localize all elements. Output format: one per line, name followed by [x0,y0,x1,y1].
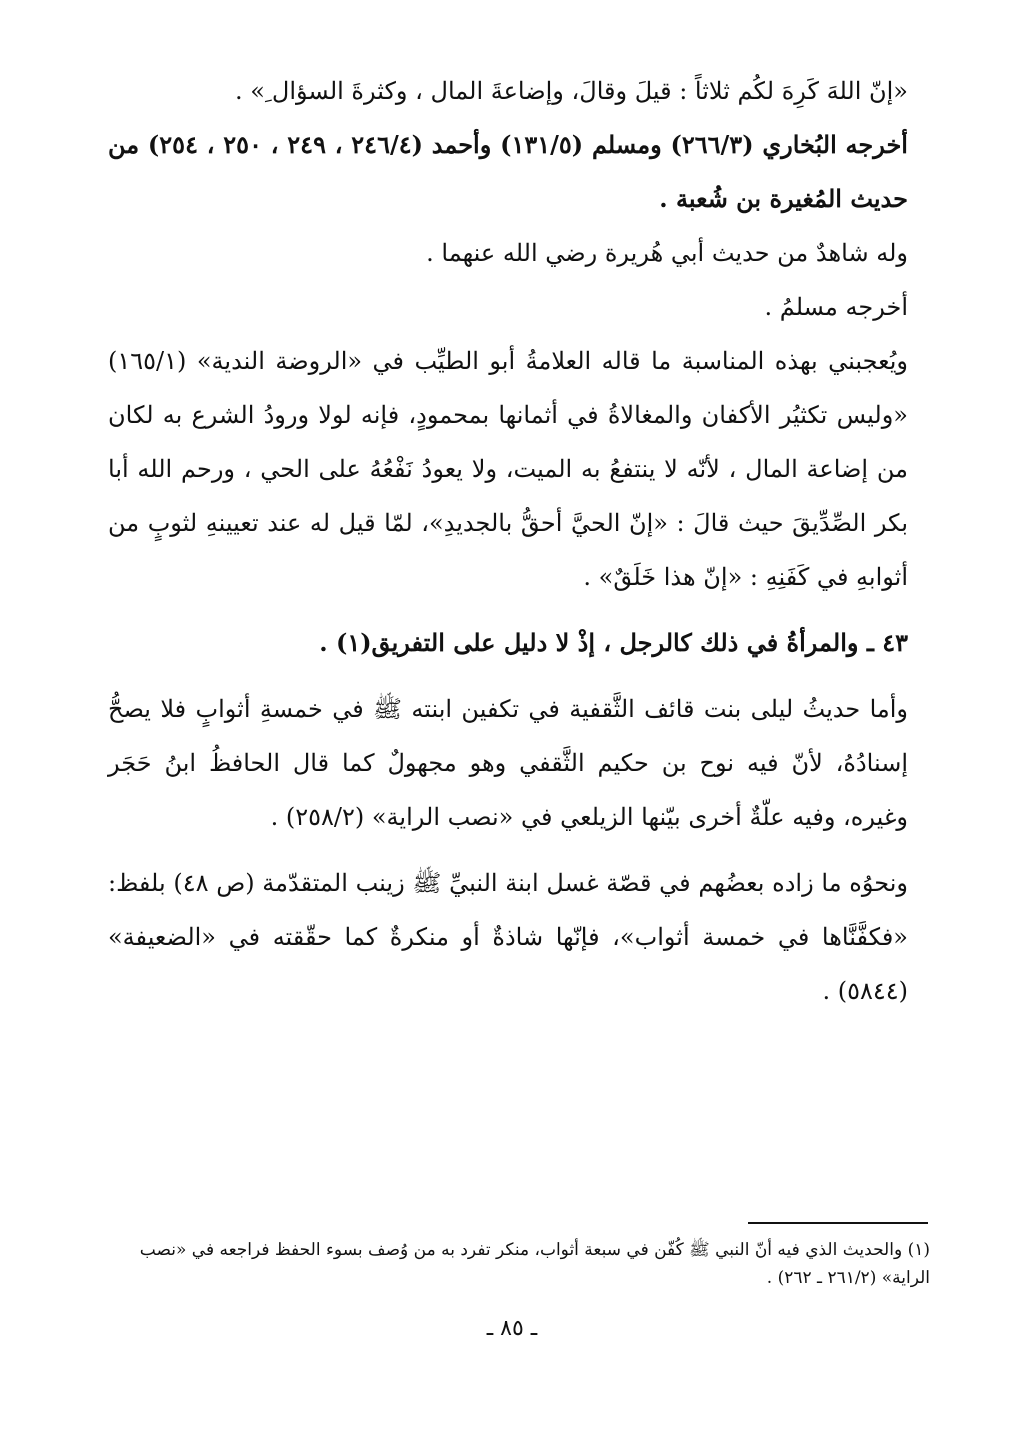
footnote-separator [748,1222,928,1224]
shahid-paragraph: وله شاهدٌ من حديث أبي هُريرة رضي الله عنهما . [426,239,908,267]
layla-hadith-paragraph: وأما حديثُ ليلى بنت قائف الثَّقفية في تكفين ابنته ﷺ في خمسةِ أثوابٍ فلا يصحُّ إسنادُهُ، لأنّ فيه نوح بن حكيم الثَّقفي وهو مجهولٌ كما قال الحافظُ ابنُ حَجَر وغيره، وفيه علّةٌ أخرى بيّنها الزيلعي في «نصب الراية» (٢٥٨/٢) . [108,695,908,831]
rawda-quote-paragraph: ويُعجبني بهذه المناسبة ما قاله العلامةُ أبو الطيِّب في «الروضة الندية» (١٦٥/١) «وليس تكثيُر الأكفان والمغالاةُ في أثمانها بمحمودٍ، فإنه لولا ورودُ الشرع به لكان من إضاعة المال ، لأنّه لا ينتفعُ به الميت، ولا يعودُ نَفْعُهُ على الحي ، ورحم الله أبا بكر الصِّدِّيقَ حيث قالَ : «إنّ الحيَّ أحقُّ بالجديدِ»، لمّا قيل له عند تعيينهِ لثوبٍ من أثوابهِ في كَفَنِهِ : «إنّ هذا خَلَقٌ» . [108,347,908,591]
hadith-quote-paragraph: «إنّ اللهَ كَرِهَ لكُم ثلاثاً : قيلَ وقالَ، وإضاعةَ المال ، وكثرةَ السؤال ِ» . [234,77,908,105]
main-text [108,64,908,1018]
takhrij-paragraph: أخرجه البُخاري (٢٦٦/٣) ومسلم (١٣١/٥) وأحمد (٢٤٦/٤ ، ٢٤٩ ، ٢٥٠ ، ٢٥٤) من حديث المُغيرة بن شُعبة . [108,130,908,213]
page-number: ـ ٨٥ ـ [486,1316,538,1341]
muslim-paragraph: أخرجه مسلمُ . [764,293,908,321]
footnotes [106,1236,930,1292]
issue-43-paragraph: ٤٣ ـ والمرأةُ في ذلك كالرجل ، إذْ لا دليل على التفريق(١) . [319,628,908,657]
zaynab-paragraph: ونحوُه ما زاده بعضُهم في قصّة غسل ابنة النبيِّ ﷺ زينب المتقدّمة (ص ٤٨) بلفظ: «فكفَّنَّاها في خمسة أثواب»، فإنّها شاذةٌ أو منكرةٌ كما حقّقته في «الضعيفة» (٥٨٤٤) . [108,869,909,1005]
footnote-1: (١) والحديث الذي فيه أنّ النبي ﷺ كُفّن في سبعة أثواب، منكر تفرد به من وُصف بسوء الحفظ فراجعه في «نصب الراية» (٢٦١/٢ ـ ٢٦٢) . [139,1240,930,1288]
